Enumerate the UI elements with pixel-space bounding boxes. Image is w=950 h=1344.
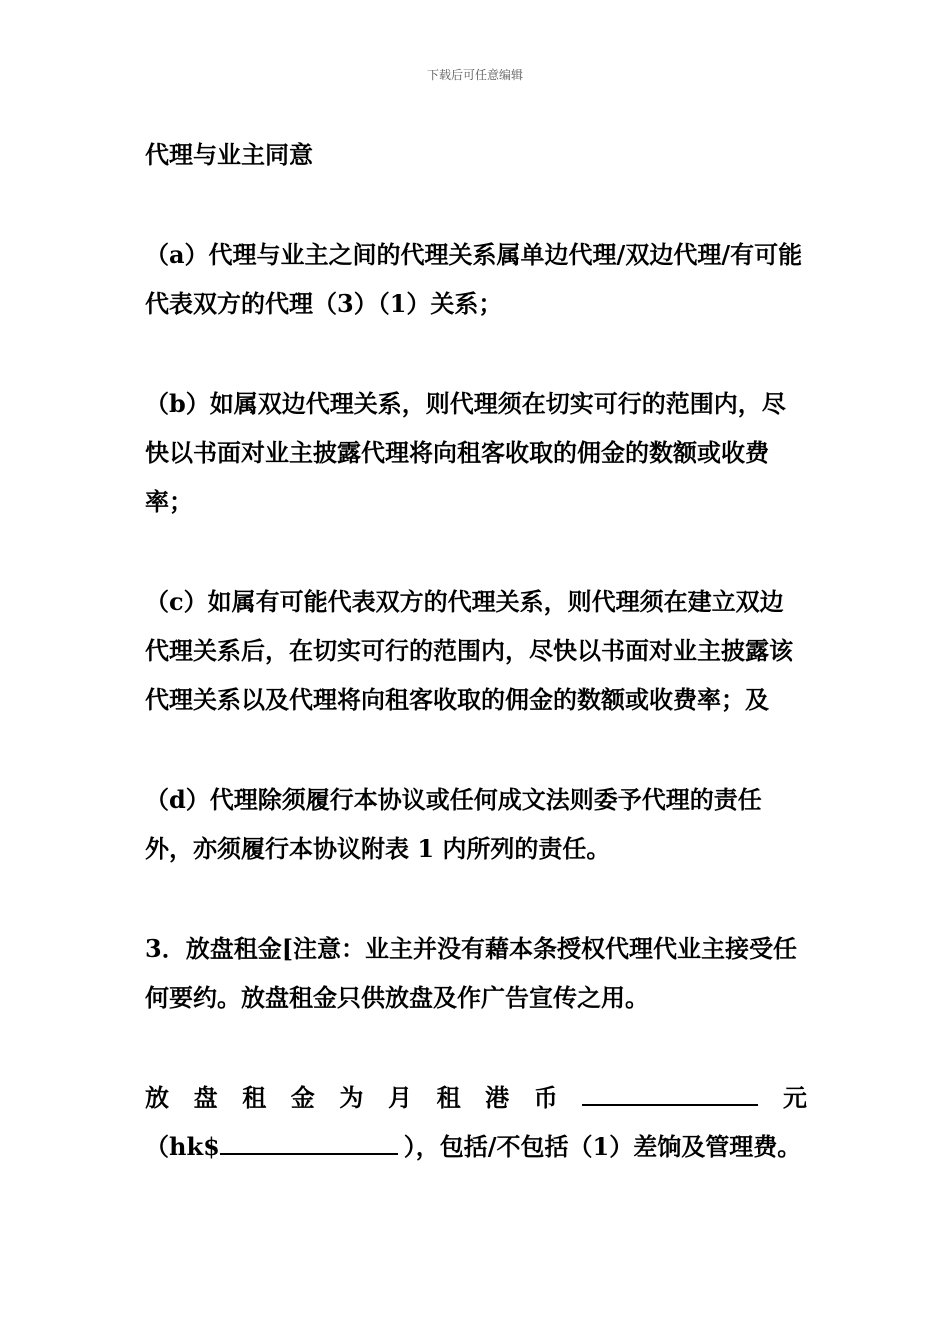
section-3-heading: 3．放盘租金[注意：业主并没有藉本条授权代理代业主接受任何要约。放盘租金只供放盘及作广告宣传之用。 xyxy=(145,934,798,1012)
rent-line-1 xyxy=(145,1073,807,1122)
rent-char: 放 xyxy=(145,1083,169,1112)
hk-prefix: （hk$ xyxy=(145,1132,220,1161)
rent-unit: 元 xyxy=(782,1083,807,1112)
rent-char: 盘 xyxy=(193,1083,218,1112)
intro-text: 代理与业主同意 xyxy=(145,140,313,169)
rent-char: 为 xyxy=(339,1083,364,1112)
hk-amount-blank[interactable] xyxy=(220,1123,398,1155)
rent-clause xyxy=(145,1073,807,1171)
rent-amount-blank[interactable] xyxy=(582,1074,758,1106)
rent-char: 币 xyxy=(533,1083,558,1112)
rent-char: 金 xyxy=(290,1083,315,1112)
hk-suffix: ），包括/不包括（1）差饷及管理费。 xyxy=(403,1132,802,1161)
rent-line-2 xyxy=(145,1122,807,1171)
clause-c: （c）如属有可能代表双方的代理关系，则代理须在建立双边代理关系后，在切实可行的范围内，尽快以书面对业主披露该代理关系以及代理将向租客收取的佣金的数额或收费率；及 xyxy=(145,587,793,714)
rent-char: 租 xyxy=(436,1083,461,1112)
page-header: 下载后可任意编辑 xyxy=(426,68,523,82)
document-body xyxy=(145,130,807,1171)
rent-char: 月 xyxy=(387,1083,412,1112)
clause-d: （d）代理除须履行本协议或任何成文法则委予代理的责任外，亦须履行本协议附表 1 内所列的责任。 xyxy=(145,785,762,863)
clause-b: （b）如属双边代理关系，则代理须在切实可行的范围内，尽快以书面对业主披露代理将向租客收取的佣金的数额或收费率； xyxy=(145,389,786,516)
clause-a: （a）代理与业主之间的代理关系属单边代理/双边代理/有可能代表双方的代理（3）（1）关系； xyxy=(145,240,803,318)
rent-char: 租 xyxy=(242,1083,267,1112)
rent-char: 港 xyxy=(485,1083,510,1112)
